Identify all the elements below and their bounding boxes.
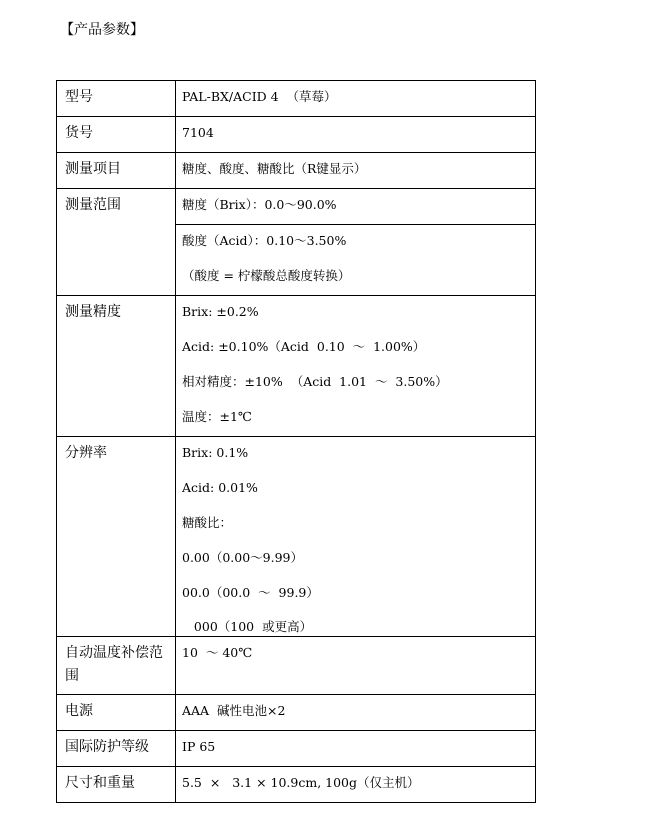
value-line: 相对精度：±10% （Acid 1.01 ～ 3.50%） bbox=[182, 374, 448, 389]
row-value bbox=[176, 637, 536, 695]
row-value bbox=[176, 189, 536, 296]
value-line: AAA 碱性电池×2 bbox=[182, 703, 286, 718]
table-row bbox=[57, 189, 536, 296]
table-row bbox=[57, 637, 536, 695]
value-subcell bbox=[176, 224, 535, 295]
row-value bbox=[176, 731, 536, 767]
value-line: Acid: 0.01% bbox=[182, 480, 258, 495]
row-label: 国际防护等级 bbox=[57, 731, 176, 767]
value-line: 酸度（Acid）：0.10～3.50% bbox=[182, 233, 347, 248]
value-line: 000（100 或更高） bbox=[182, 619, 313, 634]
value-line: IP 65 bbox=[182, 739, 216, 754]
value-line: 5.5 × 3.1 × 10.9cm, 100g（仅主机） bbox=[182, 775, 420, 790]
row-value bbox=[176, 117, 536, 153]
row-value bbox=[176, 437, 536, 637]
spec-table bbox=[56, 80, 536, 803]
row-label: 分辨率 bbox=[57, 437, 176, 637]
row-label: 测量范围 bbox=[57, 189, 176, 296]
value-line: Acid: ±0.10%（Acid 0.10 ～ 1.00%） bbox=[182, 339, 426, 354]
row-value bbox=[176, 81, 536, 117]
value-line: 00.0（00.0 ～ 99.9） bbox=[182, 585, 319, 600]
row-label: 型号 bbox=[57, 81, 176, 117]
row-value bbox=[176, 695, 536, 731]
table-row bbox=[57, 437, 536, 637]
row-label: 自动温度补偿范围 bbox=[57, 637, 176, 695]
value-line: PAL-BX/ACID 4 （草莓） bbox=[182, 89, 337, 104]
table-row bbox=[57, 81, 536, 117]
row-label: 电源 bbox=[57, 695, 176, 731]
value-line: Brix: ±0.2% bbox=[182, 304, 259, 319]
table-row bbox=[57, 767, 536, 803]
value-line: 10 ～ 40℃ bbox=[182, 645, 253, 660]
table-row bbox=[57, 117, 536, 153]
value-line: 7104 bbox=[182, 125, 214, 140]
value-line: 糖酸比： bbox=[182, 515, 233, 530]
value-line: Brix: 0.1% bbox=[182, 445, 249, 460]
value-line: 温度：±1℃ bbox=[182, 409, 252, 424]
table-row bbox=[57, 731, 536, 767]
table-row bbox=[57, 153, 536, 189]
value-line: （酸度 = 柠檬酸总酸度转换） bbox=[182, 268, 351, 283]
section-heading: 【产品参数】 bbox=[60, 22, 144, 38]
table-row bbox=[57, 296, 536, 437]
row-value bbox=[176, 296, 536, 437]
row-label: 测量项目 bbox=[57, 153, 176, 189]
row-label: 测量精度 bbox=[57, 296, 176, 437]
row-label: 货号 bbox=[57, 117, 176, 153]
table-row bbox=[57, 695, 536, 731]
row-label: 尺寸和重量 bbox=[57, 767, 176, 803]
value-line: 糖度（Brix）：0.0～90.0% bbox=[182, 197, 337, 212]
row-value bbox=[176, 767, 536, 803]
value-line: 糖度、酸度、糖酸比（R键显示） bbox=[182, 161, 367, 176]
value-line: 0.00（0.00～9.99） bbox=[182, 550, 303, 565]
row-value bbox=[176, 153, 536, 189]
